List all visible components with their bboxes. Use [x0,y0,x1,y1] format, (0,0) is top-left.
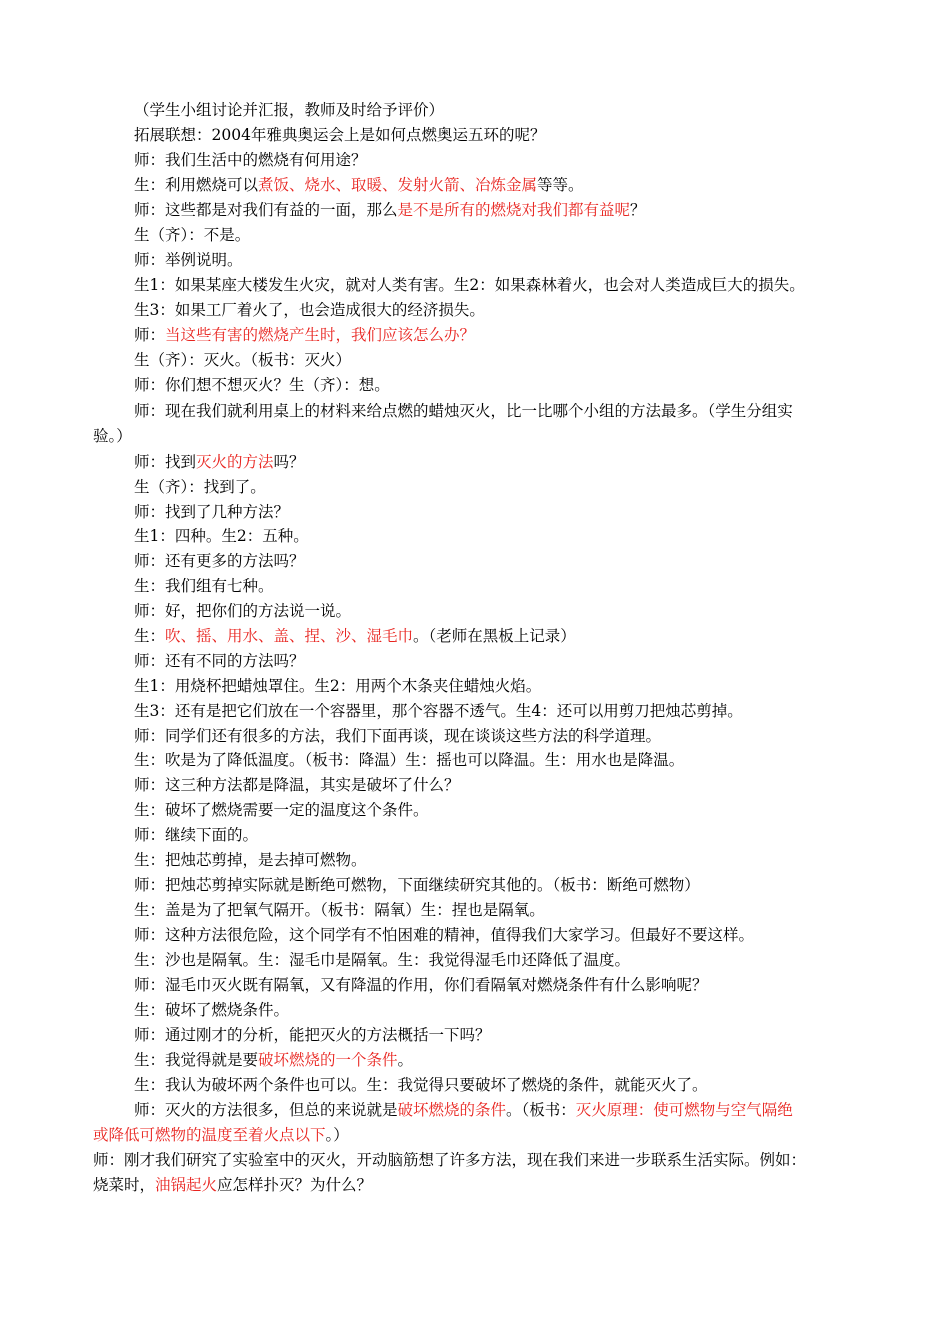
text-line [93,1174,372,1196]
highlighted-text: 吹、摇、用水、盖、捏、沙、湿毛巾 [165,627,414,645]
text-segment: 师：灭火的方法很多，但总的来说就是 [134,1101,398,1119]
text-segment: 生3：还有是把它们放在一个容器里，那个容器不透气。生4：还可以用剪刀把烛芯剪掉。 [134,702,743,720]
text-line [134,625,576,647]
text-line [134,249,243,271]
text-line [134,476,266,498]
text-segment: 生（齐）：灭火。（板书：灭火） [134,351,352,369]
text-segment: 。 [397,1051,414,1069]
text-line [134,824,258,846]
text-line [134,374,390,396]
text-segment: 师： [134,326,166,344]
text-segment: 。） [325,1126,349,1144]
text-line [134,149,367,171]
text-segment: 师：你们想不想灭火？生（齐）：想。 [134,376,390,394]
highlighted-text: 破坏燃烧的条件 [397,1101,507,1119]
text-segment: 生：我觉得就是要 [134,1051,259,1069]
text-line [134,899,545,921]
text-segment: 生：吹是为了降低温度。（板书：降温）生：摇也可以降温。生：用水也是降温。 [134,751,685,769]
text-segment: 吗？ [273,453,305,471]
text-segment: 生（齐）：找到了。 [134,478,266,496]
text-line [134,99,444,121]
text-segment: 师：湿毛巾灭火既有隔氧，又有降温的作用，你们看隔氧对燃烧条件有什么影响呢？ [134,976,708,994]
text-segment: 生3：如果工厂着火了，也会造成很大的经济损失。 [134,301,485,319]
text-segment: 师：继续下面的。 [134,826,259,844]
text-segment: 师：这种方法很危险，这个同学有不怕困难的精神，值得我们大家学习。但最好不要这样。 [134,926,755,944]
text-line [134,224,250,246]
text-line [93,425,132,447]
text-segment: 。（板书： [506,1101,576,1119]
text-segment: 应怎样扑灭？为什么？ [217,1176,373,1194]
text-segment: 师：通过刚才的分析，能把灭火的方法概括一下吗？ [134,1026,491,1044]
text-line [134,550,305,572]
text-line [134,799,429,821]
highlighted-text: 破坏燃烧的一个条件 [258,1051,398,1069]
text-line [134,1049,413,1071]
text-segment: 生：利用燃烧可以 [134,176,259,194]
highlighted-text: 当这些有害的燃烧产生时，我们应该怎么办？ [165,326,476,344]
highlighted-text: 油锅起火 [155,1176,218,1194]
text-line [134,974,708,996]
text-segment: 生1：用烧杯把蜡烛罩住。生2：用两个木条夹住蜡烛火焰。 [134,677,542,695]
text-line [134,725,661,747]
text-line [134,1074,708,1096]
text-line [134,299,485,321]
text-segment: 师：还有更多的方法吗？ [134,552,305,570]
text-segment: 师：这三种方法都是降温，其实是破坏了什么？ [134,776,460,794]
text-segment: 生1：四种。生2：五种。 [134,527,309,545]
text-segment: ？ [630,201,646,219]
text-segment: 师：找到 [134,453,197,471]
highlighted-text: 是不是所有的燃烧对我们都有益呢 [397,201,631,219]
text-line [134,174,584,196]
text-line [134,949,630,971]
text-line [134,124,545,146]
text-segment: 师：刚才我们研究了实验室中的灭火，开动脑筋想了许多方法，现在我们来进一步联系生活实际。例如： [93,1151,807,1169]
text-segment: （学生小组讨论并汇报，教师及时给予评价） [134,101,445,119]
highlighted-text: 煮饭、烧水、取暖、发射火箭、冶炼金属 [258,176,538,194]
text-line [134,324,475,346]
highlighted-text: 灭火原理：使可燃物与空气隔绝 [575,1101,793,1119]
text-line [134,849,367,871]
text-segment: 等等。 [537,176,584,194]
text-line [134,525,309,547]
text-line [134,349,351,371]
text-segment: 生：破坏了燃烧需要一定的温度这个条件。 [134,801,429,819]
text-line [134,675,541,697]
text-segment: 师：这些都是对我们有益的一面，那么 [134,201,398,219]
highlighted-text: 或降低可燃物的温度至着火点以下 [93,1126,326,1144]
text-segment: 师：还有不同的方法吗？ [134,652,305,670]
text-segment: 师：举例说明。 [134,251,243,269]
text-segment: 师：把烛芯剪掉实际就是断绝可燃物，下面继续研究其他的。（板书：断绝可燃物） [134,876,700,894]
text-line [134,451,305,473]
highlighted-text: 灭火的方法 [196,453,274,471]
text-segment: 验。） [93,427,132,445]
text-line [134,274,805,296]
text-segment: 生：我认为破坏两个条件也可以。生：我觉得只要破坏了燃烧的条件，就能灭火了。 [134,1076,708,1094]
text-line [134,501,289,523]
text-segment: 生：把烛芯剪掉，是去掉可燃物。 [134,851,367,869]
text-segment: 生1：如果某座大楼发生火灾，就对人类有害。生2：如果森林着火，也会对人类造成巨大的损失。 [134,276,805,294]
text-line [134,575,274,597]
text-segment: 生：盖是为了把氧气隔开。（板书：隔氧）生：捏也是隔氧。 [134,901,545,919]
text-line [134,400,793,422]
text-line [134,199,646,221]
text-line [134,1099,793,1121]
text-segment: 。（老师在黑板上记录） [413,627,576,645]
text-segment: 拓展联想：2004年雅典奥运会上是如何点燃奥运五环的呢？ [134,126,546,144]
text-segment: 生：破坏了燃烧条件。 [134,1001,290,1019]
text-segment: 师：我们生活中的燃烧有何用途？ [134,151,367,169]
text-line [134,1024,491,1046]
text-line [134,700,743,722]
text-line [134,749,684,771]
text-line [134,650,305,672]
text-line [134,774,460,796]
text-segment: 烧菜时， [93,1176,156,1194]
text-segment: 生： [134,627,166,645]
text-line [134,924,754,946]
text-line [134,874,700,896]
text-line [134,999,289,1021]
text-line [93,1149,806,1171]
text-segment: 生：我们组有七种。 [134,577,274,595]
text-segment: 生（齐）：不是。 [134,226,251,244]
text-segment: 生：沙也是隔氧。生：湿毛巾是隔氧。生：我觉得湿毛巾还降低了温度。 [134,951,631,969]
text-line [134,600,351,622]
text-segment: 师：现在我们就利用桌上的材料来给点燃的蜡烛灭火，比一比哪个小组的方法最多。（学生分组实 [134,402,793,420]
text-segment: 师：同学们还有很多的方法，我们下面再谈，现在谈谈这些方法的科学道理。 [134,727,662,745]
text-segment: 师：好，把你们的方法说一说。 [134,602,352,620]
text-line [93,1124,349,1146]
text-segment: 师：找到了几种方法？ [134,503,290,521]
